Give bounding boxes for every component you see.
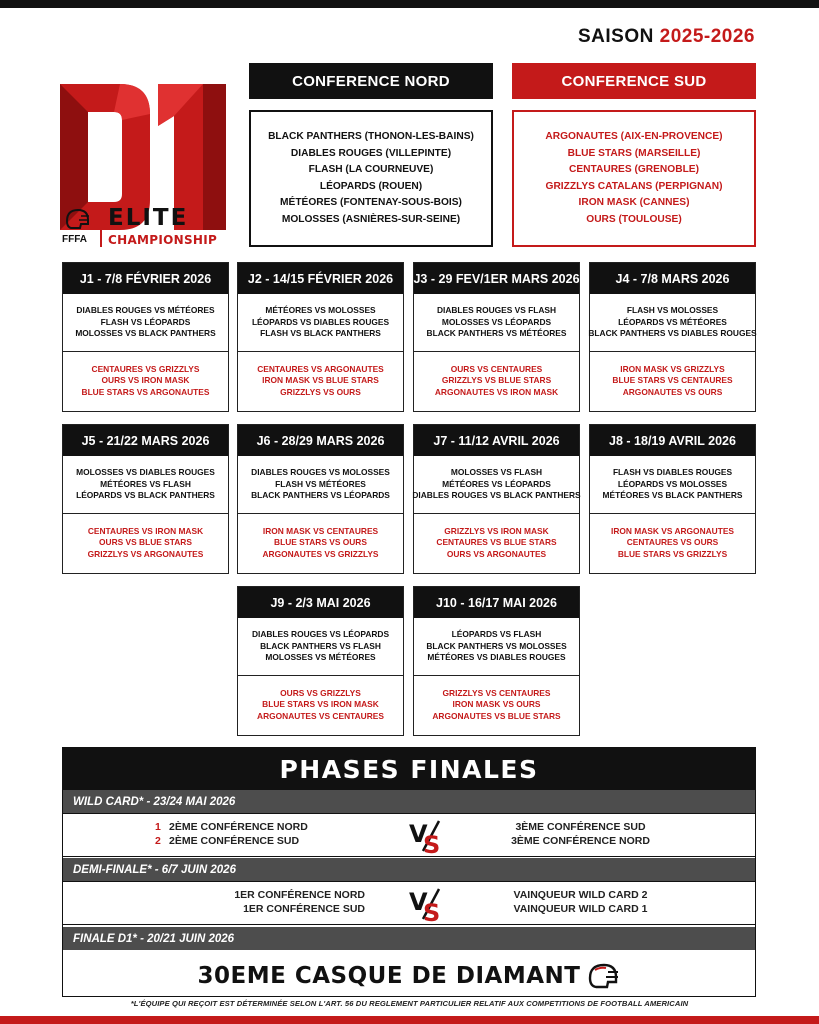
game-item: DIABLES ROUGES VS FLASH: [436, 305, 557, 316]
round-card-j4: [589, 262, 756, 412]
game-item: BLACK PANTHERS VS FLASH: [260, 640, 381, 651]
game-item: BLUE STARS VS OURS: [274, 537, 367, 548]
game-item: CENTAURES VS BLUE STARS: [436, 537, 557, 548]
elite-label: ELITE: [108, 205, 189, 231]
game-item: LÉOPARDS VS MOLOSSES: [617, 478, 728, 489]
game-item: BLACK PANTHERS VS MOLOSSES: [426, 640, 567, 651]
game-item: GRIZZLYS VS OURS: [280, 386, 361, 397]
game-item: MOLOSSES VS MÉTÉORES: [265, 652, 376, 663]
wildcard-left-item: 2 2ÈME CONFÉRENCE SUD: [155, 835, 300, 847]
round-sud-games: [414, 676, 579, 734]
game-item: GRIZZLYS VS ARGONAUTES: [87, 548, 204, 559]
versus-icon: [409, 817, 443, 855]
wildcard-number: 2: [155, 835, 161, 847]
round-title: J1 - 7/8 FÉVRIER 2026: [63, 263, 228, 294]
round-title: J6 - 28/29 MARS 2026: [238, 425, 403, 456]
game-item: OURS VS GRIZZLYS: [280, 687, 361, 698]
final-title: 30EME CASQUE DE DIAMANT: [197, 962, 581, 989]
round-title: J8 - 18/19 AVRIL 2026: [590, 425, 755, 456]
round-sud-games: [63, 514, 228, 572]
helmet-icon: [63, 207, 91, 231]
wildcard-number: 1: [155, 821, 161, 833]
game-item: MOLOSSES VS BLACK PANTHERS: [75, 328, 216, 339]
round-sud-games: [590, 352, 755, 410]
round-nord-games: [590, 456, 755, 514]
elite-separator: [100, 207, 102, 247]
semi-left: [63, 888, 365, 916]
game-item: FLASH VS MÉTÉORES: [275, 478, 366, 489]
wildcard-right: [483, 820, 678, 848]
svg-text:V: V: [409, 820, 428, 848]
team-item: BLUE STARS (MARSEILLE): [567, 147, 701, 159]
game-item: DIABLES ROUGES VS BLACK PANTHERS: [412, 490, 581, 501]
round-card-j5: [62, 424, 229, 574]
semi-right-item: VAINQUEUR WILD CARD 2: [513, 889, 648, 901]
game-item: CENTAURES VS OURS: [626, 537, 719, 548]
round-card-j9: [237, 586, 404, 736]
wildcard-right-item: 3ÈME CONFÉRENCE SUD: [515, 821, 646, 833]
fffa-label: FFFA: [62, 234, 87, 245]
bottom-bar: [0, 1016, 819, 1024]
round-nord-games: [238, 456, 403, 514]
semi-final-matchup: [63, 881, 755, 925]
game-item: BLUE STARS VS IRON MASK: [262, 699, 379, 710]
round-title: J5 - 21/22 MARS 2026: [63, 425, 228, 456]
round-nord-games: [414, 456, 579, 514]
wildcard-right-item: 3ÈME CONFÉRENCE NORD: [511, 835, 650, 847]
round-title: J3 - 29 FEV/1ER MARS 2026: [414, 263, 579, 294]
round-card-j10: [413, 586, 580, 736]
top-bar: [0, 0, 819, 8]
game-item: MOLOSSES VS LÉOPARDS: [441, 316, 552, 327]
svg-text:V: V: [409, 888, 428, 916]
round-card-j8: [589, 424, 756, 574]
game-item: BLUE STARS VS GRIZZLYS: [617, 548, 728, 559]
svg-text:S: S: [423, 899, 441, 923]
game-item: MÉTÉORES VS MOLOSSES: [265, 305, 376, 316]
round-nord-games: [63, 456, 228, 514]
round-sud-games: [238, 514, 403, 572]
game-item: IRON MASK VS BLUE STARS: [262, 375, 379, 386]
round-card-j2: [237, 262, 404, 412]
round-card-j1: [62, 262, 229, 412]
game-item: LÉOPARDS VS DIABLES ROUGES: [251, 316, 390, 327]
conference-sud-teams: [512, 110, 756, 247]
game-item: LÉOPARDS VS BLACK PANTHERS: [76, 490, 215, 501]
game-item: IRON MASK VS OURS: [452, 699, 541, 710]
game-item: FLASH VS LÉOPARDS: [100, 316, 191, 327]
round-nord-games: [414, 294, 579, 352]
playoffs-panel: [62, 747, 756, 997]
game-item: DIABLES ROUGES VS LÉOPARDS: [251, 629, 390, 640]
team-item: GRIZZLYS CATALANS (PERPIGNAN): [545, 180, 723, 192]
game-item: ARGONAUTES VS GRIZZLYS: [262, 548, 379, 559]
wildcard-left-item: 1 2ÈME CONFÉRENCE NORD: [155, 821, 308, 833]
conference-nord-teams: [249, 110, 493, 247]
semi-final-header: DEMI-FINALE* - 6/7 JUIN 2026: [63, 858, 755, 881]
team-item: ARGONAUTES (AIX-EN-PROVENCE): [545, 131, 723, 142]
game-item: MOLOSSES VS FLASH: [450, 467, 543, 478]
championship-label: CHAMPIONSHIP: [108, 233, 218, 247]
game-item: CENTAURES VS GRIZZLYS: [91, 363, 200, 374]
game-item: FLASH VS DIABLES ROUGES: [612, 467, 733, 478]
round-nord-games: [63, 294, 228, 352]
round-card-j3: [413, 262, 580, 412]
game-item: BLACK PANTHERS VS MÉTÉORES: [426, 328, 567, 339]
game-item: CENTAURES VS IRON MASK: [87, 525, 204, 536]
semi-left-item: 1ER CONFÉRENCE NORD: [234, 889, 365, 901]
round-title: J4 - 7/8 MARS 2026: [590, 263, 755, 294]
game-item: GRIZZLYS VS BLUE STARS: [441, 375, 552, 386]
game-item: BLACK PANTHERS VS DIABLES ROUGES: [588, 328, 757, 339]
round-nord-games: [590, 294, 755, 352]
game-item: LÉOPARDS VS MÉTÉORES: [618, 316, 727, 327]
round-title: J7 - 11/12 AVRIL 2026: [414, 425, 579, 456]
game-item: IRON MASK VS ARGONAUTES: [611, 525, 734, 536]
footnote: *L'ÉQUIPE QUI REÇOIT EST DÉTERMINÉE SELON L'ART. 56 DU REGLEMENT PARTICULIER RELATIF AUX COMPETITIONS DE FOOTBALL AMERICAIN: [130, 999, 689, 1008]
game-item: ARGONAUTES VS BLUE STARS: [432, 710, 561, 721]
elite-championship-wordmark: [60, 205, 230, 250]
round-sud-games: [590, 514, 755, 572]
round-sud-games: [63, 352, 228, 410]
game-item: MÉTÉORES VS FLASH: [100, 478, 191, 489]
team-item: MOLOSSES (ASNIÈRES-SUR-SEINE): [281, 213, 461, 225]
round-nord-games: [414, 618, 579, 676]
game-item: FLASH VS MOLOSSES: [626, 305, 719, 316]
game-item: ARGONAUTES VS OURS: [622, 386, 723, 397]
game-item: OURS VS IRON MASK: [101, 375, 190, 386]
helmet-icon: [586, 961, 620, 991]
game-item: DIABLES ROUGES VS MOLOSSES: [251, 467, 390, 478]
season-title: SAISON 2025-2026: [577, 26, 755, 47]
semi-left-item: 1ER CONFÉRENCE SUD: [243, 903, 365, 915]
versus-icon: [409, 885, 443, 923]
game-item: OURS VS BLUE STARS: [99, 537, 192, 548]
game-item: MÉTÉORES VS DIABLES ROUGES: [427, 652, 566, 663]
round-card-j6: [237, 424, 404, 574]
game-item: DIABLES ROUGES VS MÉTÉORES: [76, 305, 215, 316]
wildcard-left: [155, 820, 308, 848]
team-item: LÉOPARDS (ROUEN): [319, 180, 423, 192]
round-title: J9 - 2/3 MAI 2026: [238, 587, 403, 618]
game-item: ARGONAUTES VS IRON MASK: [434, 386, 559, 397]
game-item: OURS VS CENTAURES: [450, 363, 543, 374]
game-item: GRIZZLYS VS CENTAURES: [442, 687, 551, 698]
round-title: J10 - 16/17 MAI 2026: [414, 587, 579, 618]
team-item: BLACK PANTHERS (THONON-LES-BAINS): [268, 131, 474, 142]
game-item: MOLOSSES VS DIABLES ROUGES: [76, 467, 215, 478]
playoffs-title: PHASES FINALES: [63, 748, 755, 790]
game-item: LÉOPARDS VS FLASH: [451, 629, 542, 640]
game-item: BLACK PANTHERS VS LÉOPARDS: [251, 490, 390, 501]
team-item: CENTAURES (GRENOBLE): [569, 164, 699, 175]
game-item: MÉTÉORES VS BLACK PANTHERS: [602, 490, 743, 501]
game-item: BLUE STARS VS CENTAURES: [612, 375, 733, 386]
game-item: FLASH VS BLACK PANTHERS: [260, 328, 381, 339]
round-sud-games: [238, 676, 403, 734]
game-item: IRON MASK VS GRIZZLYS: [620, 363, 725, 374]
final-box: [63, 955, 755, 996]
conference-nord-header: CONFERENCE NORD: [249, 63, 493, 99]
round-sud-games: [414, 514, 579, 572]
round-nord-games: [238, 618, 403, 676]
wildcard-header: WILD CARD* - 23/24 MAI 2026: [63, 790, 755, 813]
game-item: GRIZZLYS VS IRON MASK: [444, 525, 549, 536]
game-item: BLUE STARS VS ARGONAUTES: [81, 386, 210, 397]
final-header: FINALE D1* - 20/21 JUIN 2026: [63, 927, 755, 950]
team-item: DIABLES ROUGES (VILLEPINTE): [290, 147, 452, 159]
round-card-j7: [413, 424, 580, 574]
semi-right: [483, 888, 678, 916]
game-item: CENTAURES VS ARGONAUTES: [257, 363, 384, 374]
team-item: OURS (TOULOUSE): [586, 213, 682, 225]
round-nord-games: [238, 294, 403, 352]
team-item: IRON MASK (CANNES): [578, 197, 690, 208]
conference-sud-header: CONFERENCE SUD: [512, 63, 756, 99]
round-sud-games: [238, 352, 403, 410]
game-item: MÉTÉORES VS LÉOPARDS: [442, 478, 551, 489]
team-item: MÉTÉORES (FONTENAY-SOUS-BOIS): [280, 197, 462, 208]
game-item: OURS VS ARGONAUTES: [446, 548, 547, 559]
round-sud-games: [414, 352, 579, 410]
team-item: FLASH (LA COURNEUVE): [308, 164, 434, 175]
game-item: IRON MASK VS CENTAURES: [262, 525, 379, 536]
svg-text:S: S: [423, 831, 441, 855]
semi-right-item: VAINQUEUR WILD CARD 1: [513, 903, 648, 915]
round-title: J2 - 14/15 FÉVRIER 2026: [238, 263, 403, 294]
wildcard-matchup: [63, 813, 755, 857]
game-item: ARGONAUTES VS CENTAURES: [257, 710, 384, 721]
